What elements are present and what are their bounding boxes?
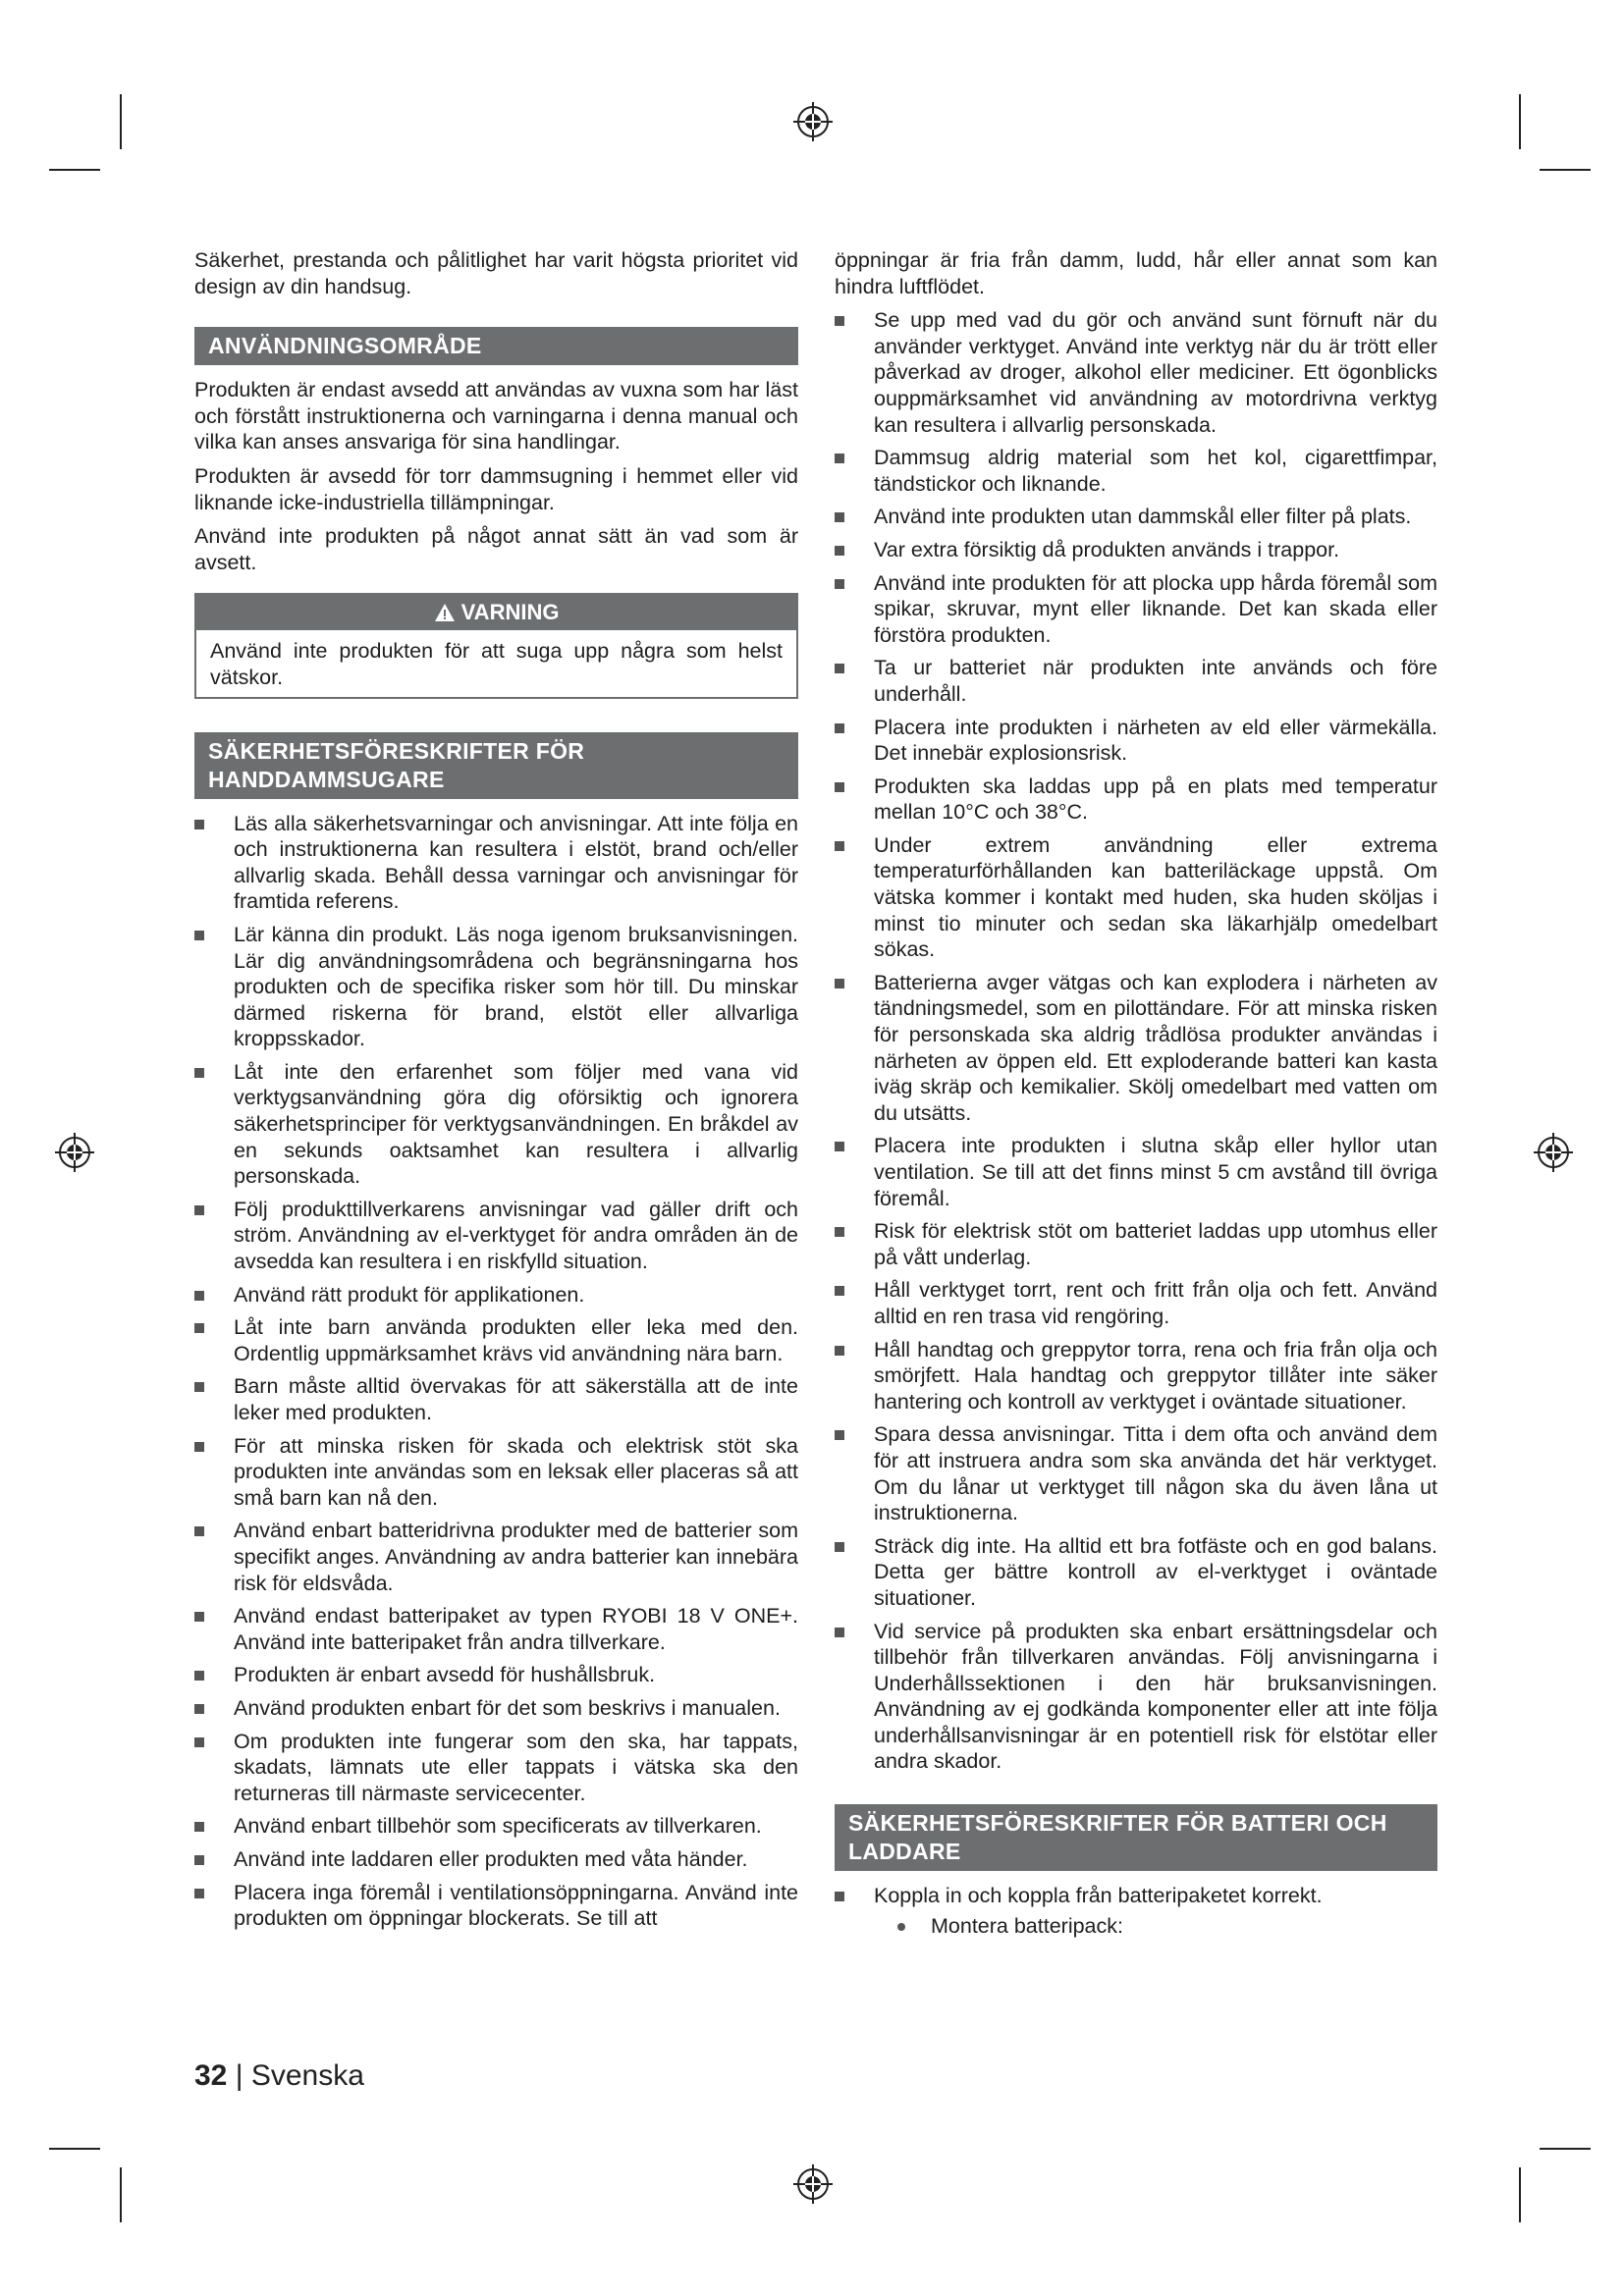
list-item: Placera inte produkten i slutna skåp eller hyllor utan ventilation. Se till att det finns minst 5 cm avstånd till övriga föremål. bbox=[835, 1133, 1437, 1211]
footer-language: Svenska bbox=[250, 2059, 364, 2092]
crop-mark bbox=[1540, 2148, 1591, 2150]
warning-triangle-icon bbox=[434, 603, 456, 622]
registration-mark-icon bbox=[791, 2163, 835, 2206]
list-item: Om produkten inte fungerar som den ska, har tappats, skadats, lämnats ute eller tappats i vätska ska den returneras till närmaste servicecenter. bbox=[194, 1729, 798, 1807]
list-item: Använd inte laddaren eller produkten med våta händer. bbox=[194, 1846, 798, 1873]
crop-mark bbox=[1519, 2167, 1521, 2222]
warning-title bbox=[196, 595, 796, 630]
list-item: Produkten är enbart avsedd för hushållsbruk. bbox=[194, 1662, 798, 1688]
list-item: Använd produkten enbart för det som beskrivs i manualen. bbox=[194, 1695, 798, 1722]
list-item: Barn måste alltid övervakas för att säkerställa att de inte leker med produkten. bbox=[194, 1373, 798, 1425]
list-item: Batterierna avger vätgas och kan explodera i närheten av tändningsmedel, som en pilottändare. För att minska risken för personskada ska aldrig trådlösa produkter användas i närheten av öppen eld. Ett exploderande batteri kan kasta iväg skräp och kemikalier. Skölj omedelbart med vatten om du utsätts. bbox=[835, 970, 1437, 1127]
list-item: Använd inte produkten utan dammskål eller filter på plats. bbox=[835, 504, 1437, 530]
list-item: Sträck dig inte. Ha alltid ett bra fotfäste och en god balans. Detta ger bättre kontroll av el-verktyget i oväntade situationer. bbox=[835, 1533, 1437, 1612]
list-item: Låt inte den erfarenhet som följer med vana vid verktygsanvändning göra dig oförsiktig och ignorera säkerhetsprinciper för verktygsanvändningen. En bråkdel av en sekunds oaktsamhet kan resultera i allvarlig personskada. bbox=[194, 1059, 798, 1190]
list-item: Risk för elektrisk stöt om batteriet laddas upp utomhus eller på vått underlag. bbox=[835, 1218, 1437, 1270]
list-item: Använd enbart tillbehör som specificerats av tillverkaren. bbox=[194, 1813, 798, 1840]
crop-mark bbox=[49, 169, 100, 171]
list-item: Använd inte produkten för att plocka upp hårda föremål som spikar, skruvar, mynt eller liknande. Det kan skada eller förstöra produkten. bbox=[835, 570, 1437, 649]
list-item bbox=[835, 1883, 1437, 1939]
intro-paragraph: Säkerhet, prestanda och pålitlighet har varit högsta prioritet vid design av din handsug. bbox=[194, 248, 798, 298]
registration-mark-icon bbox=[791, 100, 835, 143]
list-item-text: Koppla in och koppla från batteripaketet korrekt. bbox=[874, 1884, 1323, 1908]
list-item: Lär känna din produkt. Läs noga igenom bruksanvisningen. Lär dig användningsområdena och begränsningarna hos produkten och de specifika risker som hör till. Du minskar därmed riskerna för brand, elstöt eller allvarliga kroppsskador. bbox=[194, 922, 798, 1052]
list-item: Använd enbart batteridrivna produkter med de batterier som specifikt anges. Användning av andra batterier kan innebära risk för eldsvåda. bbox=[194, 1518, 798, 1596]
right-column bbox=[835, 247, 1437, 1946]
warning-text: Använd inte produkten för att suga upp några som helst vätskor. bbox=[210, 639, 783, 689]
list-item: För att minska risken för skada och elektrisk stöt ska produkten inte användas som en leksak eller placeras så att små barn kan nå den. bbox=[194, 1433, 798, 1512]
crop-mark bbox=[1519, 94, 1521, 149]
page-footer bbox=[194, 2059, 364, 2093]
list-item: Se upp med vad du gör och använd sunt förnuft när du använder verktyget. Använd inte verktyg när du är trött eller påverkad av droger, alkohol eller mediciner. Ett ögonblicks ouppmärksamhet vid användning av motordrivna verktyg kan resultera i allvarlig personskada. bbox=[835, 307, 1437, 438]
safety-list-continued bbox=[835, 307, 1437, 1775]
list-item: Placera inga föremål i ventilationsöppningarna. Använd inte produkten om öppningar blockerats. Se till att bbox=[194, 1880, 798, 1932]
footer-separator: | bbox=[235, 2059, 244, 2092]
section-heading-usage: ANVÄNDNINGSOMRÅDE bbox=[194, 327, 798, 365]
sub-list bbox=[874, 1913, 1437, 1940]
list-item: Dammsug aldrig material som het kol, cigarettfimpar, tändstickor och liknande. bbox=[835, 445, 1437, 497]
registration-mark-icon bbox=[53, 1131, 96, 1174]
usage-paragraph: Produkten är avsedd för torr dammsugning i hemmet eller vid liknande icke-industriella tillämpningar. bbox=[194, 463, 798, 514]
list-item: Var extra försiktig då produkten används i trappor. bbox=[835, 537, 1437, 563]
page-number: 32 bbox=[194, 2059, 228, 2092]
list-item: Låt inte barn använda produkten eller leka med den. Ordentlig uppmärksamhet krävs vid användning nära barn. bbox=[194, 1314, 798, 1366]
list-item: Läs alla säkerhetsvarningar och anvisningar. Att inte följa en och instruktionerna kan resultera i elstöt, brand och/eller allvarlig skada. Behåll dessa varningar och anvisningar för framtida referens. bbox=[194, 811, 798, 915]
crop-mark bbox=[120, 2167, 122, 2222]
sub-list-item: Montera batteripack: bbox=[874, 1913, 1437, 1940]
usage-paragraph: Använd inte produkten på något annat sätt än vad som är avsett. bbox=[194, 524, 798, 574]
usage-paragraph: Produkten är endast avsedd att användas av vuxna som har läst och förstått instruktionerna och varningarna i denna manual och vilka kan anses ansvariga för sina handlingar. bbox=[194, 378, 798, 454]
list-item: Spara dessa anvisningar. Titta i dem ofta och använd dem för att instruera andra som ska använda det här verktyget. Om du lånar ut verktyget till någon ska du även låna ut instruktionerna. bbox=[835, 1421, 1437, 1525]
list-item: Under extrem användning eller extrema temperaturförhållanden kan batteriläckage uppstå. Om vätska kommer i kontakt med huden, ska huden sköljas i minst tio minuter och sedan ska läkarhjälp omedelbart sökas. bbox=[835, 832, 1437, 963]
list-item: Ta ur batteriet när produkten inte används och före underhåll. bbox=[835, 655, 1437, 707]
battery-list bbox=[835, 1883, 1437, 1939]
list-item: Håll verktyget torrt, rent och fritt från olja och fett. Använd alltid en ren trasa vid rengöring. bbox=[835, 1277, 1437, 1329]
registration-mark-icon bbox=[1532, 1131, 1575, 1174]
list-item: Produkten ska laddas upp på en plats med temperatur mellan 10°C och 38°C. bbox=[835, 774, 1437, 826]
list-item: Håll handtag och greppytor torra, rena och fria från olja och smörjfett. Hala handtag och greppytor tillåter inte säker hantering och kontroll av verktyget i oväntade situationer. bbox=[835, 1337, 1437, 1415]
list-item: Använd endast batteripaket av typen RYOBI 18 V ONE+. Använd inte batteripaket från andra tillverkare. bbox=[194, 1603, 798, 1655]
left-column bbox=[194, 247, 798, 1939]
list-item: Följ produkttillverkarens anvisningar vad gäller drift och ström. Användning av el-verktyget för andra områden än de avsedda kan resultera i en riskfylld situation. bbox=[194, 1197, 798, 1275]
warning-title-text: VARNING bbox=[460, 600, 560, 625]
crop-mark bbox=[1540, 169, 1591, 171]
warning-box bbox=[194, 593, 798, 698]
safety-list bbox=[194, 811, 798, 1932]
list-item: Vid service på produkten ska enbart ersättningsdelar och tillbehör från tillverkaren användas. Följ anvisningarna i Underhållssektionen i den här bruksanvisningen. Användning av ej godkända komponenter eller att inte följa underhållsanvisningar är en potentiell risk för elstötar eller andra skador. bbox=[835, 1619, 1437, 1776]
continuation-paragraph: öppningar är fria från damm, ludd, hår eller annat som kan hindra luftflödet. bbox=[835, 248, 1437, 298]
list-item: Använd rätt produkt för applikationen. bbox=[194, 1282, 798, 1308]
list-item: Placera inte produkten i närheten av eld eller värmekälla. Det innebär explosionsrisk. bbox=[835, 715, 1437, 767]
crop-mark bbox=[49, 2148, 100, 2150]
section-heading-safety: SÄKERHETSFÖRESKRIFTER FÖR HANDDAMMSUGARE bbox=[194, 732, 798, 799]
crop-mark bbox=[120, 94, 122, 149]
section-heading-battery: SÄKERHETSFÖRESKRIFTER FÖR BATTERI OCH LADDARE bbox=[835, 1804, 1437, 1871]
